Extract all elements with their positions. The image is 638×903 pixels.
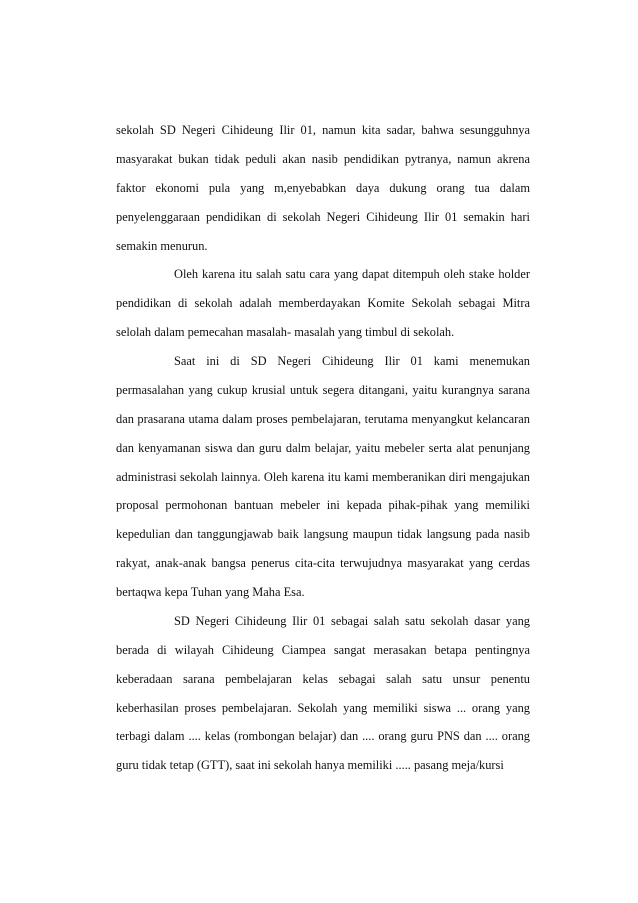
paragraph-1: sekolah SD Negeri Cihideung Ilir 01, namun kita sadar, bahwa sesungguhnya masyarakat bukan tidak peduli akan nasib pendidikan pytranya, namun akrena faktor ekonomi pula yang m,enyebabkan daya dukung orang tua dalam penyelenggaraan pendidikan di sekolah Negeri Cihideung Ilir 01 semakin hari semakin menurun. [116,123,530,253]
body-text [116,116,530,780]
paragraph-4: SD Negeri Cihideung Ilir 01 sebagai salah satu sekolah dasar yang berada di wilayah Cihideung Ciampea sangat merasakan betapa pentingnya keberadaan sarana pembelajaran kelas sebagai salah satu unsur penentu keberhasilan proses pembelajaran. Sekolah yang memiliki siswa ... orang yang terbagi dalam .... kelas (rombongan belajar) dan .... orang guru PNS dan .... orang guru tidak tetap (GTT), saat ini sekolah hanya memiliki ..... pasang meja/kursi [116,613,530,773]
paragraph-2: Oleh karena itu salah satu cara yang dapat ditempuh oleh stake holder pendidikan di sekolah adalah memberdayakan Komite Sekolah sebagai Mitra selolah dalam pemecahan masalah- masalah yang timbul di sekolah. [116,267,530,340]
paragraph-3: Saat ini di SD Negeri Cihideung Ilir 01 kami menemukan permasalahan yang cukup krusial untuk segera ditangani, yaitu kurangnya sarana dan prasarana utama dalam proses pembelajaran, terutama menyangkut kelancaran dan kenyamanan siswa dan guru dalm belajar, yaitu mebeler serta alat penunjang administrasi sekolah lainnya. Oleh karena itu kami memberanikan diri mengajukan proposal permohonan bantuan mebeler ini kepada pihak-pihak yang memiliki kepedulian dan tanggungjawab baik langsung maupun tidak langsung pada nasib rakyat, anak-anak bangsa penerus cita-cita terwujudnya masyarakat yang cerdas bertaqwa kepa Tuhan yang Maha Esa. [116,354,530,599]
